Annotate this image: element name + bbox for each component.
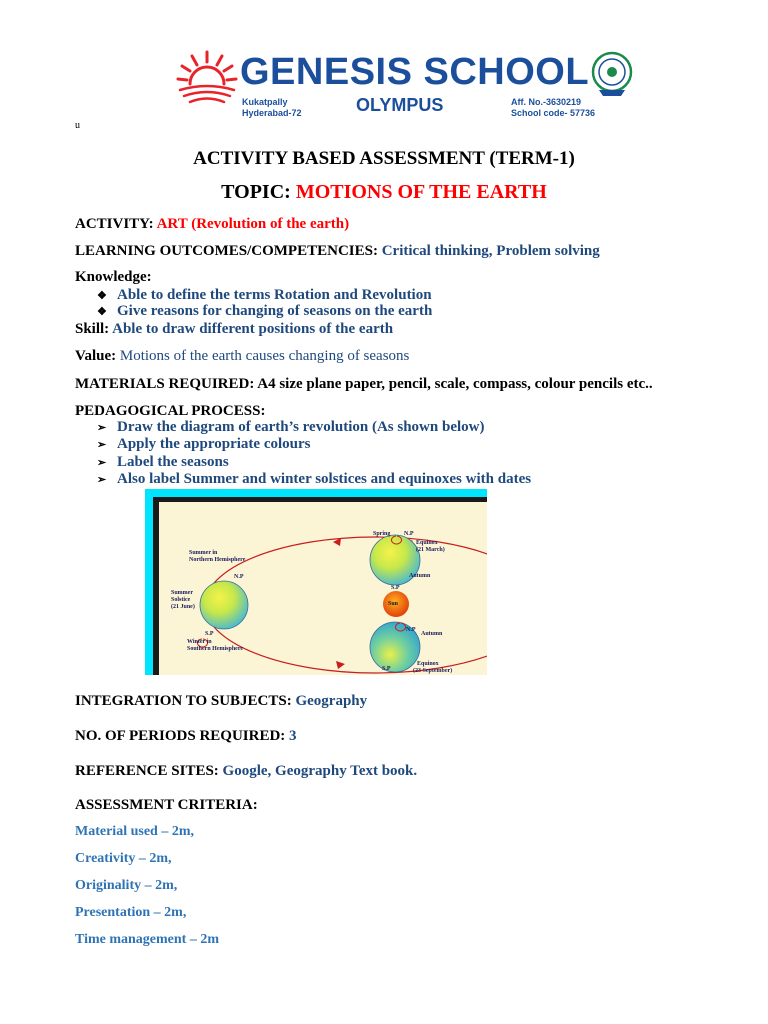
knowledge-item: ❖ Able to define the terms Rotation and Revolution [97,287,432,303]
assessment-item: Originality – 2m, [75,878,178,893]
school-name: GENESIS SCHOOL [240,51,590,93]
reference-label: REFERENCE SITES: [75,763,219,779]
integration-line [75,692,367,710]
knowledge-label: Knowledge: [75,269,152,285]
sun-logo-icon [176,48,238,106]
value-line [75,347,409,365]
diamond-bullet-icon: ❖ [97,306,107,318]
knowledge-item: ❖ Give reasons for changing of seasons on the earth [97,303,433,319]
earth-revolution-diagram: Summer in Northern Hemisphere N.P Summer Solstice (21 June) S.P Winter in Southern Hemisphere Spring N.P Equinox (21 March) S.P Autumn Sun N.P Autumn Equinox (23 September) S.P [145,489,487,675]
label-autumn-bottom: Autumn [421,631,443,637]
assessment-item: Time management – 2m [75,932,219,947]
materials-label: MATERIALS REQUIRED: [75,376,255,392]
materials-line [75,375,653,393]
diamond-bullet-icon: ❖ [97,290,107,302]
assessment-item: Presentation – 2m, [75,905,187,920]
learning-outcomes-value: Critical thinking, Problem solving [381,243,600,259]
label-summer-north: Summer in [189,550,218,556]
label-sun: Sun [388,601,399,607]
skill-line [75,320,393,338]
reference-line [75,762,417,780]
school-code: School code- 57736 [511,108,596,118]
assessment-item: Material used – 2m, [75,824,194,839]
label-summer-solstice: Summer [171,590,193,596]
cbse-seal-icon [591,50,633,98]
periods-label: NO. OF PERIODS REQUIRED: [75,728,286,744]
label-spring: Spring [373,531,391,537]
integration-label: INTEGRATION TO SUBJECTS: [75,693,292,709]
label-winter-south: Winter in [187,639,212,645]
label-np: N.P [234,574,244,580]
arrow-bullet-icon: ➢ [97,474,107,486]
label-equinox-september: Equinox [417,661,439,667]
value-label: Value: [75,348,117,364]
skill-value: Able to draw different positions of the earth [112,321,394,337]
page-title: ACTIVITY BASED ASSESSMENT (TERM-1) [193,148,575,169]
activity-line [75,215,349,233]
skill-label: Skill: [75,321,110,337]
arrow-bullet-icon: ➢ [97,439,107,451]
arrow-bullet-icon: ➢ [97,422,107,434]
label-autumn-top: Autumn [409,573,431,579]
label-sp: S.P [205,631,214,637]
topic-value: MOTIONS OF THE EARTH [295,181,547,203]
periods-line [75,727,297,745]
label-equinox-march: Equinox [416,540,438,546]
assessment-label: ASSESSMENT CRITERIA: [75,797,258,813]
branch-name: OLYMPUS [356,95,444,115]
pedagogical-item: ➢ Also label Summer and winter solstices and equinoxes with dates [97,471,532,487]
reference-value: Google, Geography Text book. [222,763,418,779]
address-line-2: Hyderabad-72 [242,108,302,118]
stray-character: u [75,120,80,131]
arrow-bullet-icon: ➢ [97,457,107,469]
periods-value: 3 [289,728,297,744]
school-header [0,0,768,130]
integration-value: Geography [295,693,368,709]
address-line-1: Kukatpally [242,97,288,107]
learning-outcomes-label: LEARNING OUTCOMES/COMPETENCIES: [75,243,378,259]
pedagogical-item: ➢ Apply the appropriate colours [97,436,311,452]
learning-outcomes-line [75,242,600,260]
assessment-item: Creativity – 2m, [75,851,172,866]
pedagogical-item: ➢ Label the seasons [97,454,229,470]
affiliation-number: Aff. No.-3630219 [511,97,582,107]
pedagogical-label: PEDAGOGICAL PROCESS: [75,403,266,419]
pedagogical-item: ➢ Draw the diagram of earth’s revolution (As shown below) [97,419,485,435]
value-value: Motions of the earth causes changing of seasons [119,348,410,364]
materials-value: A4 size plane paper, pencil, scale, compass, colour pencils etc.. [257,376,653,392]
activity-label: ACTIVITY: [75,216,154,232]
activity-value: ART (Revolution of the earth) [156,216,350,232]
topic-heading [0,180,768,204]
topic-label: TOPIC: [221,181,291,203]
